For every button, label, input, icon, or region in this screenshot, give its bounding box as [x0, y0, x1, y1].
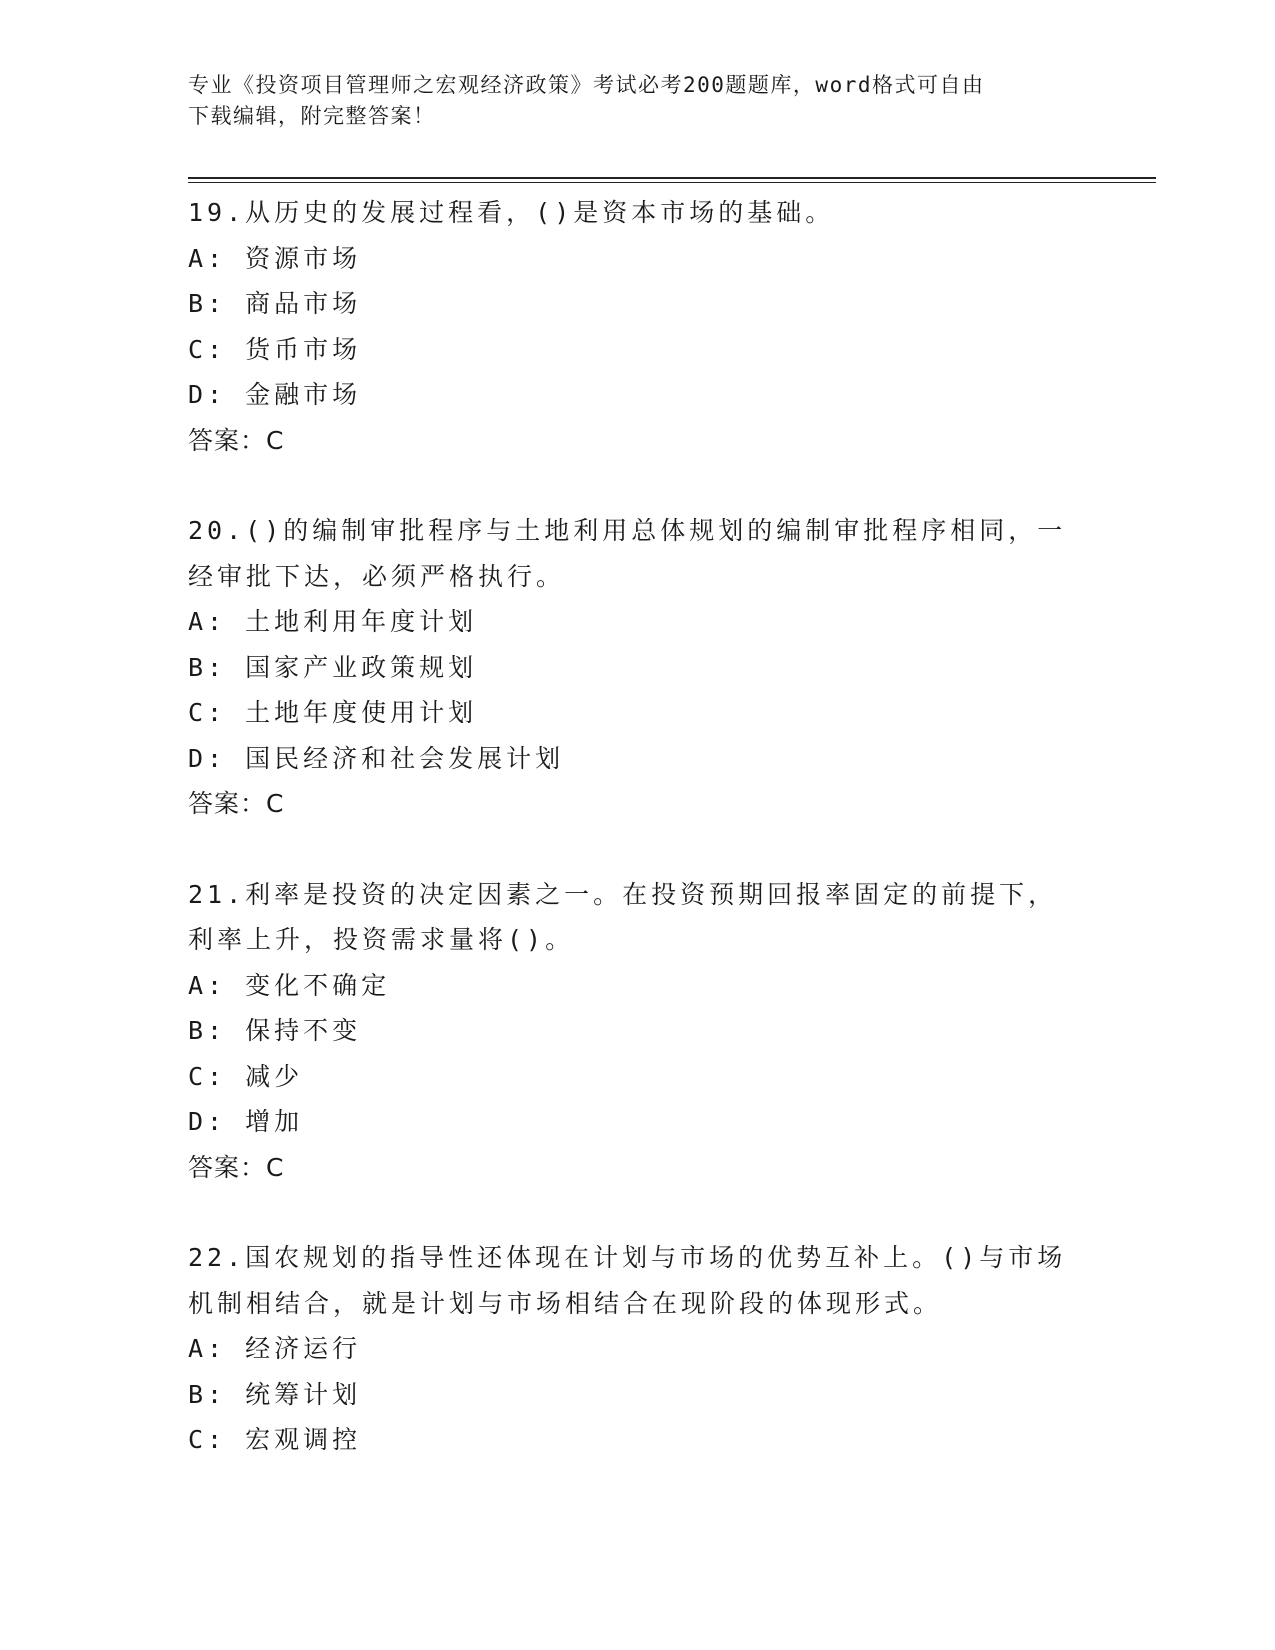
answer-line: 答案：C: [188, 789, 285, 818]
question-21: [188, 872, 1088, 1191]
question-stem: 22.国农规划的指导性还体现在计划与市场的优势互补上。()与市场机制相结合，就是计划与市场相结合在现阶段的体现形式。: [188, 1243, 1067, 1318]
option-a: A: 经济运行: [188, 1334, 362, 1363]
document-header: [188, 70, 1068, 132]
header-line-1: 专业《投资项目管理师之宏观经济政策》考试必考200题题库，word格式可自由: [188, 73, 985, 97]
option-d: D: 国民经济和社会发展计划: [188, 743, 565, 773]
option-a: A: 变化不确定: [188, 970, 391, 1000]
header-line-2: 下载编辑，附完整答案！: [188, 104, 436, 128]
option-c: C: 土地年度使用计划: [188, 698, 478, 727]
question-list: [188, 190, 1088, 1508]
option-a: A: 资源市场: [188, 243, 362, 273]
option-c: C: 货币市场: [188, 334, 362, 364]
question-stem: 21.利率是投资的决定因素之一。在投资预期回报率固定的前提下，利率上升，投资需求量将()。: [188, 879, 1058, 954]
option-a: A: 土地利用年度计划: [188, 607, 478, 636]
answer-line: 答案：C: [188, 425, 285, 455]
question-22: [188, 1235, 1088, 1463]
answer-line: 答案：C: [188, 1152, 285, 1182]
option-b: B: 国家产业政策规划: [188, 652, 478, 682]
option-b: B: 商品市场: [188, 289, 362, 318]
header-divider-thick: [188, 177, 1156, 179]
question-stem: 20.()的编制审批程序与土地利用总体规划的编制审批程序相同，一经审批下达，必须严格执行。: [188, 516, 1067, 591]
option-d: D: 金融市场: [188, 380, 362, 409]
question-stem: 19.从历史的发展过程看，()是资本市场的基础。: [188, 198, 835, 227]
header-divider-thin: [188, 182, 1156, 183]
option-b: B: 保持不变: [188, 1016, 362, 1045]
option-b: B: 统筹计划: [188, 1379, 362, 1409]
question-20: [188, 508, 1088, 827]
question-19: [188, 190, 1088, 463]
option-c: C: 宏观调控: [188, 1425, 362, 1454]
option-c: C: 减少: [188, 1061, 304, 1091]
option-d: D: 增加: [188, 1107, 304, 1136]
